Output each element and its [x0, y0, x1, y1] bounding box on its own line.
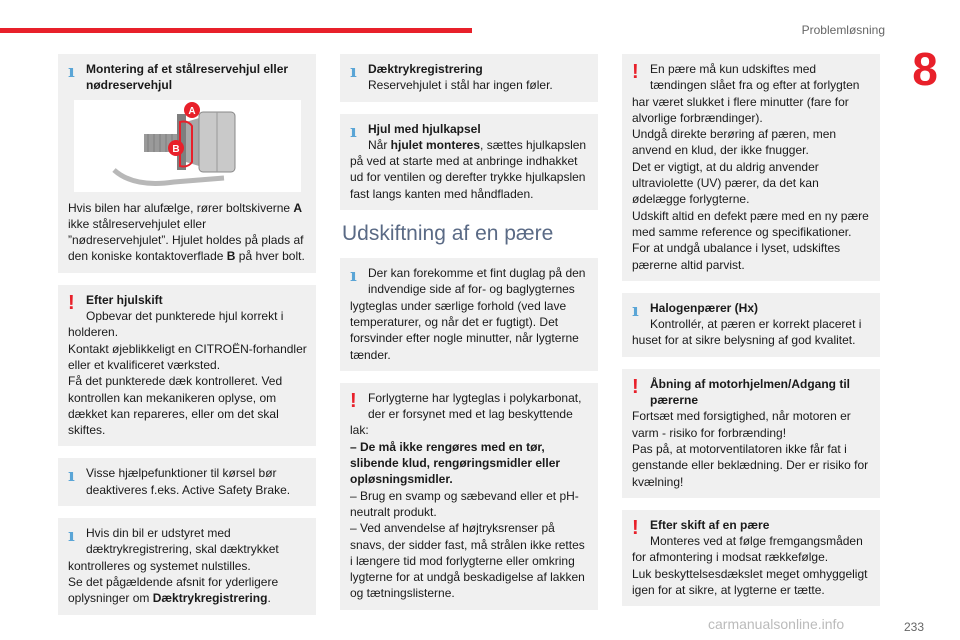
label-a: A: [188, 105, 196, 117]
wheel-bolt-illustration: [74, 100, 301, 192]
chapter-number: 8: [912, 43, 938, 95]
condensation-box: ı Der kan forekomme et fint duglag på den indvendige side af for- og baglygternes lygteglas under særlige forhold (ved lave temperaturer, og når det er fugtigt). Det forsvinder efter nogle minutter, når lygterne tænder.: [340, 258, 598, 371]
column-3: [622, 54, 880, 618]
after-wheel-change-box: ! Efter hjulskift Opbevar det punkterede hjul korrekt i holderen. Kontakt øjeblikkeligt en CITROËN-forhandler eller et kvalificeret værksted. Få det punkterede dæk kontrolleret. Ved kontrollen kan mekanikeren oplyse, om dækket kan repareres, eller om det skal skiftes.: [58, 285, 316, 447]
info-icon: ı: [350, 61, 357, 82]
info-icon: ı: [632, 299, 639, 321]
box-title: nødreservehjul: [86, 78, 173, 93]
warning-icon: !: [632, 516, 639, 539]
spare-wheel-box: [58, 54, 316, 273]
warning-icon: !: [350, 389, 357, 412]
after-bulb-change-box: ! Efter skift af en pære Monteres ved at følge fremgangsmåden for afmontering i modsat rækkefølge. Luk beskyttelsesdækslet meget omhyggeligt igen for at sikre, at lygterne er tætte.: [622, 510, 880, 606]
tyre-pressure-detection-box: ı Dæktrykregistrering Reservehjulet i stål har ingen føler.: [340, 54, 598, 102]
section-title: Udskiftning af en pære: [342, 222, 554, 246]
label-b: B: [172, 143, 180, 155]
warning-icon: !: [68, 291, 75, 314]
bulb-replacement-warning-box: ! En pære må kun udskiftes med tændingen slået fra og efter at forlygten har været slukket i flere minutter (fare for alvorlige forbrændinger). Undgå direkte berøring af pæren, men anvend en klud, der ikke fnugger. Det er vigtigt, at du aldrig anvender ultraviolette (UV) pærer, da det kan ødelægge forlygterne. Udskift altid en defekt pære med en ny pære med samme reference og specifikationer. For at undgå ubalance i lyset, udskiftes pærerne altid parvist.: [622, 54, 880, 281]
bolt-diagram: [74, 100, 306, 192]
polycarbonate-lens-box: ! Forlygterne har lygteglas i polykarbonat, der er forsynet med et lag beskyttende lak: – De må ikke rengøres med en tør, slibende klud, rengøringsmidler eller opløsningsmidler. – Brug en svamp og sæbevand eller et pH-neutralt produkt. – Ved anvendelse af højtryksrenser på snavs, der sidder fast, må strålen ikke rettes i længere tid mod forlygterne eller omkring lygterne for at undgå beskadigelse af lakken og tætningslisterne.: [340, 383, 598, 610]
watermark: carmanualsonline.info: [708, 616, 845, 632]
bonnet-opening-box: ! Åbning af motorhjelmen/Adgang til pærerne Fortsæt med forsigtighed, når motoren er varm - risiko for forbrænding! Pas på, at motorventilatoren ikke får fat i genstande eller beklædning. Der er risiko for kvælning!: [622, 369, 880, 498]
tyre-pressure-box: ı Hvis din bil er udstyret med dæktrykregistrering, skal dæktrykket kontrolleres og systemet nulstilles. Se det pågældende afsnit for yderligere oplysninger om Dæktrykregistrering.: [58, 518, 316, 614]
info-icon: ı: [350, 265, 357, 287]
warning-icon: !: [632, 61, 639, 83]
info-icon: ı: [68, 61, 75, 82]
top-accent-bar: [0, 28, 472, 33]
column-2: [340, 54, 598, 622]
box-title: Efter hjulskift: [86, 292, 163, 307]
running-header: Problemløsning: [801, 23, 885, 37]
info-icon: ı: [68, 465, 75, 487]
wheel-trim-box: ı Hjul med hjulkapsel Når hjulet monteres, sættes hjulkapslen på ved at starte med at anbringe indhakket ud for ventilen og derefter trykke hjulkapslen fast langs kanten med håndfladen.: [340, 114, 598, 210]
assist-functions-box: ı Visse hjælpefunktioner til kørsel bør deaktiveres f.eks. Active Safety Brake.: [58, 458, 316, 506]
box-title: Montering af et stålreservehjul eller: [86, 62, 289, 76]
warning-icon: !: [632, 375, 639, 398]
info-icon: ı: [350, 120, 357, 142]
info-icon: ı: [68, 525, 75, 547]
page-number: 233: [904, 620, 925, 634]
box-body: Hvis bilen har alufælge, rører boltskiverne A ikke stålreservehjulet eller ”nødreservehjulet”. Hjulet holdes på plads af den koniske kontaktoverflade B på hver bolt.: [68, 200, 305, 264]
column-1: [58, 54, 316, 627]
halogen-bulbs-box: ı Halogenpærer (Hx) Kontrollér, at pæren er korrekt placeret i huset for at sikre belysning af god kvalitet.: [622, 293, 880, 357]
